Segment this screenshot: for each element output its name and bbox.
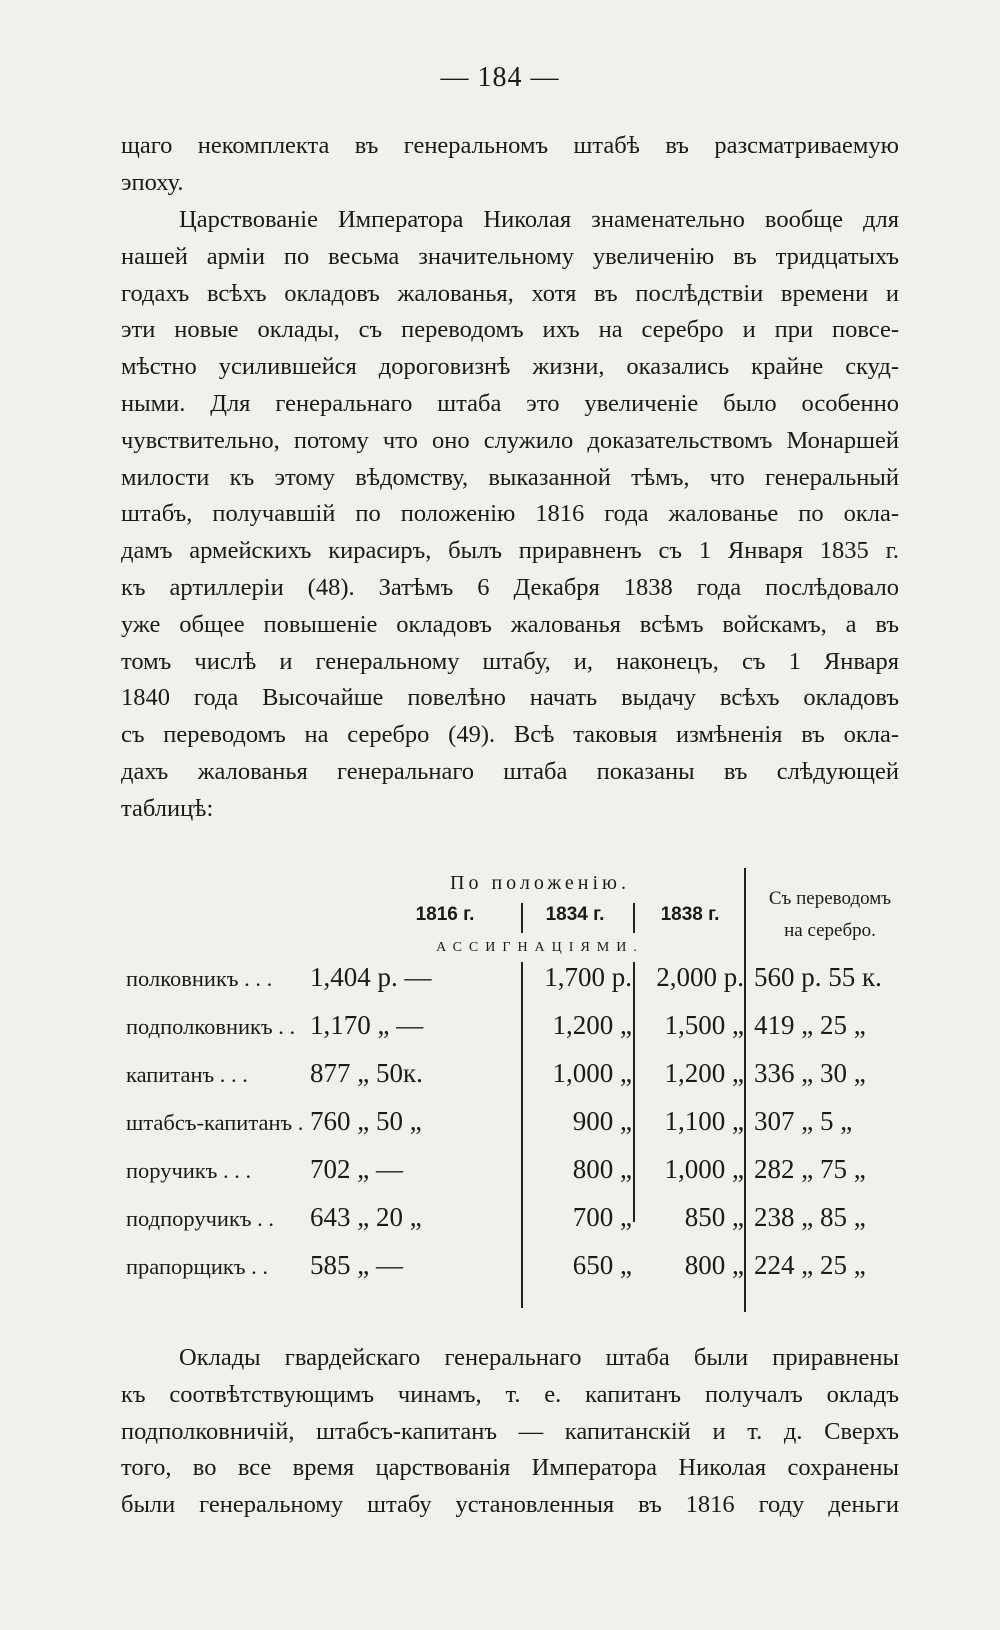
cell-1834: 700 „ xyxy=(572,1202,632,1232)
table-row xyxy=(0,1154,1000,1200)
cell-1816: 643 „ 20 „ xyxy=(310,1202,422,1232)
text-line: были генеральному штабу установленныя въ 1816 году деньги xyxy=(121,1491,899,1519)
table-header-group: По положенію. xyxy=(450,872,630,894)
cell-1838: 1,000 „ xyxy=(664,1154,744,1184)
cell-1834: 1,200 „ xyxy=(552,1010,632,1040)
table-row xyxy=(0,1202,1000,1248)
table-row xyxy=(0,1250,1000,1296)
text-line: дамъ армейскихъ кирасиръ, былъ приравненъ съ 1 Января 1835 г. xyxy=(121,537,899,565)
table-row xyxy=(0,1010,1000,1056)
paragraph-main xyxy=(121,202,899,828)
currency-note: АССИГНАЦІЯМИ. xyxy=(436,940,644,955)
cell-1838: 850 „ xyxy=(684,1202,744,1232)
text-line: дахъ жалованья генеральнаго штаба показаны въ слѣдующей xyxy=(121,757,899,785)
text-line: уже общее повышеніе окладовъ жалованья всѣмъ войскамъ, а въ xyxy=(121,610,899,638)
text-line: милости къ этому вѣдомству, выказанной тѣмъ, что генеральный xyxy=(121,463,899,491)
text-line: чувствительно, потому что оно служило доказательствомъ Монаршей xyxy=(121,426,899,454)
text-line: томъ числѣ и генеральному штабу, и, наконецъ, съ 1 Января xyxy=(121,647,899,675)
col-header-silver-2: на серебро. xyxy=(784,920,876,941)
text-line: къ соотвѣтствующимъ чинамъ, т. е. капитанъ получалъ окладъ xyxy=(121,1380,899,1408)
text-line: штабъ, получавшій по положенію 1816 года жалованье по окла- xyxy=(121,500,899,528)
paragraph-bottom xyxy=(121,1340,899,1524)
cell-silver: 282 „ 75 „ xyxy=(754,1154,866,1184)
page-number: — 184 — xyxy=(440,62,560,93)
text-line: эпоху. xyxy=(121,168,184,196)
cell-1816: 1,170 „ — xyxy=(310,1010,424,1040)
cell-1834: 650 „ xyxy=(572,1250,632,1280)
rank-cell: капитанъ . . . xyxy=(126,1062,248,1087)
cell-1816: 1,404 р. — xyxy=(310,962,432,992)
cell-silver: 307 „ 5 „ xyxy=(754,1106,853,1136)
cell-silver: 336 „ 30 „ xyxy=(754,1058,866,1088)
text-line: таблицѣ: xyxy=(121,794,214,822)
text-line: эти новые оклады, съ переводомъ ихъ на серебро и при повсе- xyxy=(121,316,899,344)
cell-1838: 1,200 „ xyxy=(664,1058,744,1088)
rank-cell: поручикъ . . . xyxy=(126,1158,252,1183)
column-divider xyxy=(521,903,523,933)
text-line: Царствованіе Императора Николая знаменательно вообще для xyxy=(179,206,899,233)
cell-silver: 419 „ 25 „ xyxy=(754,1010,866,1040)
cell-1834: 1,700 р. xyxy=(544,962,632,992)
rank-cell: подполковникъ . . xyxy=(126,1014,296,1039)
table-row xyxy=(0,1058,1000,1104)
text-line: Оклады гвардейскаго генеральнаго штаба были приравнены xyxy=(179,1344,899,1371)
table-row xyxy=(0,1106,1000,1152)
text-line: нашей арміи по весьма значительному увеличенію въ тридцатыхъ xyxy=(121,242,899,270)
cell-1834: 800 „ xyxy=(572,1154,632,1184)
cell-1838: 2,000 р. xyxy=(656,962,744,992)
rank-cell: штабсъ-капитанъ . xyxy=(126,1110,304,1135)
text-line: годахъ всѣхъ окладовъ жалованья, хотя въ послѣдствіи времени и xyxy=(121,279,899,307)
text-line: того, во все время царствованія Императора Николая сохранены xyxy=(121,1454,899,1482)
text-line: щаго некомплекта въ генеральномъ штабѣ въ разсматриваемую xyxy=(121,132,899,159)
cell-1834: 900 „ xyxy=(572,1106,632,1136)
cell-1838: 800 „ xyxy=(684,1250,744,1280)
cell-silver: 238 „ 85 „ xyxy=(754,1202,866,1232)
cell-1816: 760 „ 50 „ xyxy=(310,1106,422,1136)
text-line: ными. Для генеральнаго штаба это увеличеніе было особенно xyxy=(121,389,899,417)
table-row xyxy=(0,962,1000,1008)
col-header-1816: 1816 г. xyxy=(415,904,475,925)
text-line: къ артиллеріи (48). Затѣмъ 6 Декабря 1838 года послѣдовало xyxy=(121,573,899,601)
cell-1838: 1,500 „ xyxy=(664,1010,744,1040)
cell-1816: 585 „ — xyxy=(310,1250,403,1280)
rank-cell: прапорщикъ . . xyxy=(126,1254,268,1279)
col-header-1834: 1834 г. xyxy=(545,904,605,925)
cell-silver: 224 „ 25 „ xyxy=(754,1250,866,1280)
cell-1834: 1,000 „ xyxy=(552,1058,632,1088)
paragraph-top xyxy=(121,128,899,202)
column-divider xyxy=(633,903,635,933)
cell-1816: 877 „ 50к. xyxy=(310,1058,423,1088)
cell-silver: 560 р. 55 к. xyxy=(754,962,882,992)
col-header-silver-1: Съ переводомъ xyxy=(768,888,892,909)
text-line: 1840 года Высочайше повелѣно начать выдачу всѣхъ окладовъ xyxy=(121,684,899,712)
rank-cell: подпоручикъ . . xyxy=(126,1206,275,1231)
cell-1838: 1,100 „ xyxy=(664,1106,744,1136)
text-line: мѣстно усилившейся дороговизнѣ жизни, оказались крайне скуд- xyxy=(121,353,899,381)
cell-1816: 702 „ — xyxy=(310,1154,403,1184)
col-header-1838: 1838 г. xyxy=(660,904,720,925)
rank-cell: полковникъ . . . xyxy=(126,966,273,991)
text-line: съ переводомъ на серебро (49). Всѣ таковыя измѣненія въ окла- xyxy=(121,721,899,749)
text-line: подполковничій, штабсъ-капитанъ — капитанскій и т. д. Сверхъ xyxy=(121,1417,899,1445)
